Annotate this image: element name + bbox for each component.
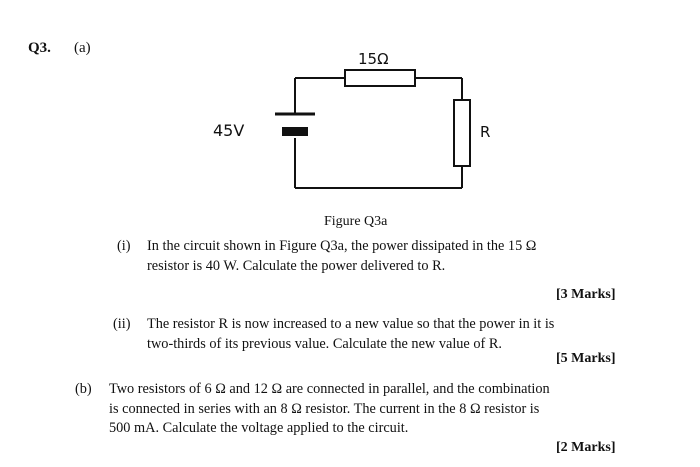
part-a-ii-label: (ii) [113,316,131,332]
part-a-label: (a) [74,40,91,56]
part-a-ii-line2: two-thirds of its previous value. Calculate the new value of R. [147,335,502,352]
part-a-i-label: (i) [117,238,131,254]
resistor-top-label: 15Ω [358,50,389,68]
part-b-line3: 500 mA. Calculate the voltage applied to the circuit. [109,420,409,436]
resistor-right-label: R [480,123,491,141]
part-b-marks: [2 Marks] [556,440,616,455]
resistor-15-ohm [345,70,415,86]
part-a-ii-marks: [5 Marks] [556,351,616,366]
part-b-line2: is connected in series with an 8 Ω resistor. The current in the 8 Ω resistor is [109,400,540,417]
circuit-diagram [205,48,505,198]
part-a-i-line2: resistor is 40 W. Calculate the power delivered to R. [147,257,446,274]
part-b [75,380,635,442]
battery-plate-short [282,127,308,136]
part-b-line1: Two resistors of 6 Ω and 12 Ω are connected in parallel, and the combination [109,381,550,397]
part-b-label: (b) [75,381,92,397]
figure-caption: Figure Q3a [324,214,388,229]
resistor-r [454,100,470,166]
question-number: Q3. [28,40,51,56]
battery-label: 45V [213,121,245,140]
part-a-i-line1: In the circuit shown in Figure Q3a, the power dissipated in the 15 Ω [147,238,537,254]
part-a-i-marks: [3 Marks] [556,287,616,302]
part-a-ii-line1: The resistor R is now increased to a new value so that the power in it is [147,316,555,332]
